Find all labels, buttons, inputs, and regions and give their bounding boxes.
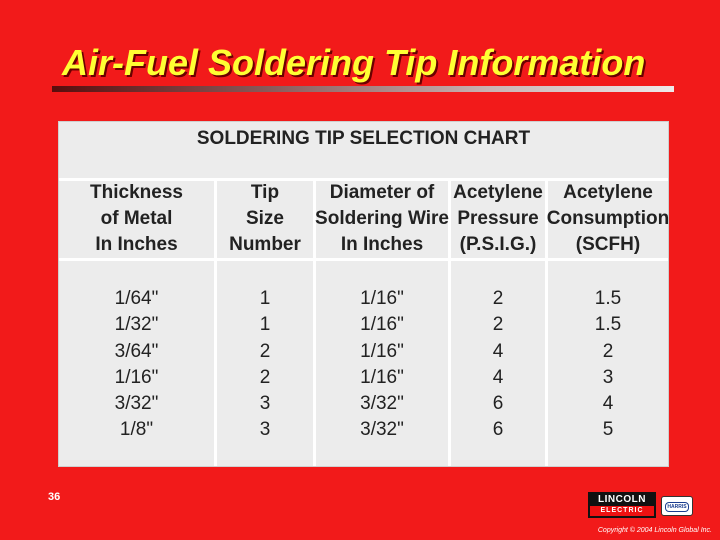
header-line: Acetylene	[563, 182, 653, 203]
table-cell: 1	[259, 288, 271, 309]
column-header-wire-diameter	[316, 180, 448, 258]
table-cell: 2	[259, 340, 271, 362]
column-values-thickness	[59, 286, 214, 444]
table-cell: 4	[492, 340, 504, 362]
lincoln-electric-logo	[588, 492, 656, 518]
logo-text-top: LINCOLN	[590, 494, 654, 506]
column-header-consumption	[548, 180, 668, 258]
header-line: In Inches	[340, 234, 424, 255]
table-cell: 3/32"	[360, 419, 404, 441]
header-line: (P.S.I.G.)	[459, 234, 537, 255]
header-line: Thickness	[90, 182, 183, 203]
table-cell: 6	[492, 419, 504, 441]
column-values-tip-size	[217, 286, 313, 444]
tip-selection-chart	[58, 121, 669, 467]
table-cell: 1/32"	[114, 314, 159, 336]
table-cell: 2	[259, 366, 271, 388]
header-line: Soldering Wire	[315, 208, 449, 229]
header-line: Number	[229, 234, 301, 255]
table-cell: 1/16"	[360, 340, 404, 362]
header-line: In Inches	[95, 234, 178, 255]
table-cell: 2	[602, 340, 614, 362]
table-cell: 1/8"	[119, 419, 154, 441]
page-number: 36	[48, 491, 61, 503]
header-line: Consumption	[546, 208, 670, 229]
header-line: of Metal	[100, 208, 173, 229]
logo-text-bottom: ELECTRIC	[590, 506, 654, 516]
column-values-pressure	[451, 286, 545, 444]
table-cell: 1/16"	[114, 366, 159, 388]
table-cell: 2	[492, 314, 504, 336]
chart-title: SOLDERING TIP SELECTION CHART	[59, 122, 668, 181]
table-cell: 1.5	[594, 288, 622, 309]
column-header-pressure	[451, 180, 545, 258]
table-cell: 1/16"	[360, 366, 404, 388]
table-cell: 3/32"	[360, 393, 404, 415]
header-line: (SCFH)	[575, 234, 641, 255]
header-line: Size	[245, 208, 285, 229]
table-cell: 4	[602, 393, 614, 415]
header-divider	[59, 258, 668, 261]
table-cell: 1/16"	[360, 288, 404, 309]
table-cell: 1/16"	[360, 314, 404, 336]
table-cell: 3	[602, 366, 614, 388]
table-cell: 1.5	[594, 314, 622, 336]
badge-text: HARRIS	[665, 502, 689, 512]
table-cell: 1/64"	[114, 288, 159, 309]
column-values-consumption	[548, 286, 668, 444]
table-cell: 3/64"	[114, 340, 159, 362]
table-cell: 3	[259, 419, 271, 441]
table-cell: 5	[602, 419, 614, 441]
table-cell: 6	[492, 393, 504, 415]
header-line: Tip	[250, 182, 280, 203]
slide-title: Air-Fuel Soldering Tip Information	[62, 42, 646, 83]
table-cell: 3	[259, 393, 271, 415]
table-cell: 1	[259, 314, 271, 336]
header-line: Diameter of	[329, 182, 435, 203]
title-underline	[52, 86, 674, 92]
header-line: Pressure	[457, 208, 539, 229]
table-cell: 3/32"	[114, 393, 159, 415]
table-cell: 4	[492, 366, 504, 388]
harris-badge	[661, 496, 693, 516]
header-line: Acetylene	[453, 182, 543, 203]
table-cell: 2	[492, 288, 504, 309]
copyright-notice: Copyright © 2004 Lincoln Global Inc.	[597, 527, 712, 534]
column-header-thickness	[59, 180, 214, 258]
column-header-tip-size	[217, 180, 313, 258]
column-values-wire-diameter	[316, 286, 448, 444]
